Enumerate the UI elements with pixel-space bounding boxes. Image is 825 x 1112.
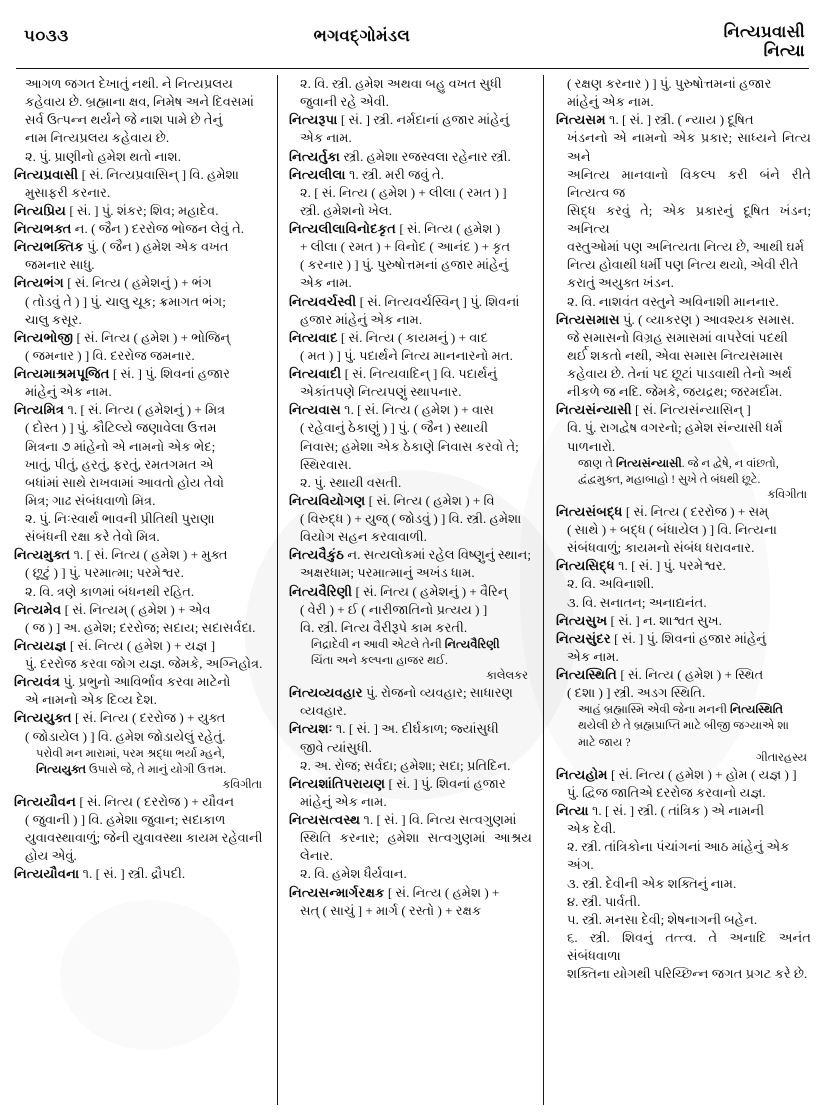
sense-line: ૩. સ્ત્રી. દેવીની એક શક્તિનું નામ. (567, 875, 737, 891)
dictionary-entry-headword (14, 601, 266, 619)
definition-line: મુસાફરી કરનાર. (25, 184, 111, 200)
headword: નિત્યશાંતિપરાયણ (289, 775, 386, 791)
dictionary-entry-headword (556, 666, 811, 684)
column-1 (14, 75, 277, 1105)
dictionary-entry-headword (14, 238, 266, 256)
definition-line: સંબંધની રક્ષા કરે તેવો મિત્ર. (25, 529, 160, 545)
definition-line: સંબંધવાળું; કાયમનો સંબંધ ધરાવનાર. (567, 540, 755, 556)
dictionary-entry-headword (556, 401, 811, 419)
definition-line: ( દોસ્ત ) ] પું. કૌટિલ્યે જણાવેલા ઉત્તમ (25, 420, 217, 436)
dictionary-entry-headword (556, 557, 811, 575)
headword: નિત્યશઃ (289, 721, 333, 737)
entry-definition: [ સં. નિત્ય ( હમેશ ) + યજ્ઞ ] (66, 637, 216, 653)
entry-definition: [ સં. નિત્ય ( દરરોજ ) + યૌવન (76, 793, 235, 809)
dictionary-entry-headword (14, 365, 266, 383)
definition-line: પું. દ્વિજ જાતિએ દરરોજ કરવાનો યજ્ઞ. (567, 784, 766, 800)
quotation-line: જાણ તે નિત્યસંન્યાસી. જે ન દ્વેષે, ન વાંછતો, (578, 456, 779, 470)
definition-line: ( દશા ) ] સ્ત્રી. અડગ સ્થિતિ. (567, 685, 706, 701)
entry-definition: [ સં. ] પું. શિવનાં હજાર (385, 775, 506, 791)
entry-definition: [ સં. નિત્ય ( દરરોજ ) + સમ્ (622, 503, 769, 519)
definition-line: જીવે ત્યાંસુધી. (300, 739, 372, 755)
sense-line: ૪. સ્ત્રી. પાર્વતી. (567, 893, 641, 909)
headword: નિત્યરૂપા (289, 112, 338, 128)
dictionary-entry-headword (556, 503, 811, 521)
dictionary-entry-headword (556, 311, 811, 329)
definition-line: ( જ ) ] અ. હમેશ; દરરોજ; સદાય; સદાસર્વદા. (25, 619, 256, 635)
dictionary-entry-headword (289, 775, 532, 793)
entry-definition: ૧. સ્ત્રી. મરી જવું તે. (345, 166, 444, 182)
entry-definition: [ સં. નિત્ય ( હમેશ ) + હોમ ( યજ્ઞ ) ] (607, 766, 797, 782)
quoted-headword: નિત્યસંન્યાસી (615, 456, 682, 470)
entry-definition: ૧. [ સં. ] પું. પરમેશ્વર. (614, 558, 726, 574)
dictionary-entry-headword (556, 111, 811, 129)
headword: નિત્યયૌવન (14, 793, 77, 809)
entry-definition: [ સં. ] પું. શંકર; શિવ; મહાદેવ. (66, 202, 219, 218)
entry-definition: પું. રોજનો વ્યવહાર; સાધારણ (362, 685, 513, 701)
headword: નિત્યભક્તિક (14, 239, 84, 255)
headword: નિત્યસમાસ (556, 311, 620, 327)
headword: નિત્યમાશ્રમપૂજિત (14, 366, 110, 381)
header-rule (16, 68, 809, 69)
headword: નિત્યવંત્ર (14, 674, 61, 690)
headword: નિત્યસુખ (556, 612, 608, 628)
quote-attribution: કવિગીતા (767, 489, 807, 502)
entry-definition: [ સં. નિત્ય ( હમેશ ) (396, 221, 501, 236)
definition-line: અક્ષરધામ; પરમાત્માનું અખંડ ધામ. (300, 565, 475, 581)
headword: નિત્યસન્માર્ગરક્ષક (289, 884, 385, 900)
sense-line: ૫. સ્ત્રી. મનસા દેવી; શેષનાગની બહેન. (567, 911, 758, 927)
sense-line: ૨. પું. સ્થાયી વસતી. (300, 474, 402, 490)
headword: નિત્યભોજી (14, 329, 74, 345)
entry-definition: [ સં. નિત્ય ( કાયમનું ) + વાદ (337, 329, 488, 345)
dictionary-entry-headword (289, 684, 532, 702)
entry-definition: ન. સત્યલોકમાં રહેલ વિષ્ણુનું સ્થાન; (344, 547, 532, 563)
definition-line: ( મત ) ] પું. પદાર્થને નિત્ય માનનારનો મત. (300, 347, 513, 363)
definition-line: ખાતું, પીતું, હરતું, ફરતું, રમતગમત એ (25, 456, 214, 472)
quoted-headword: નિત્યસ્થિતિ (729, 703, 784, 717)
definition-line: વિયોગ સહન કરવાવાળી. (300, 529, 427, 545)
definition-line: માંહેનું એક નામ. (25, 384, 112, 400)
headword: નિત્યસિદ્ધ (556, 558, 615, 574)
definition-line: જમનાર સાધુ. (25, 257, 95, 273)
running-head-entry: નિત્યપ્રવાસી (723, 22, 805, 41)
headword: નિત્યસમ (556, 112, 606, 128)
dictionary-entry-headword (14, 329, 266, 347)
dictionary-entry-headword (289, 329, 532, 347)
definition-line: હોય એવું. (25, 848, 77, 864)
sense-line: ૨. પું. પ્રાણીનો હમેશ થતો નાશ. (25, 148, 181, 164)
definition-line: ( કરનાર ) ] પું. પુરુષોત્તમનાં હજાર માંહેનું (300, 257, 509, 273)
dictionary-entry-headword (556, 766, 811, 784)
dictionary-entry-headword (14, 166, 266, 184)
entry-definition: ન. ( જૈન ) દરરોજ ભોજન લેવું તે. (71, 221, 245, 236)
headword: નિત્યવ્યવહાર (289, 685, 363, 701)
entry-definition: [ સં. નિત્યવર્ચસ્વિન્ ] પું. શિવનાં (356, 293, 520, 309)
headword: નિત્યયૌવના (14, 866, 80, 882)
definition-line: સ્થિતિ કરનાર; હમેશા સત્વગુણમાં આશ્રય લેનાર. (300, 830, 532, 864)
definition-line: ( જમનાર ) ] વિ. દરરોજ જમનાર. (25, 347, 195, 363)
definition-line: ( રક્ષણ કરનાર ) ] પું. પુરુષોત્તમનાં હજાર (567, 76, 772, 91)
definition-line: એક નામ. (300, 130, 352, 146)
definition-line: વિ. પું. રાગદ્વેષ વગરનો; હમેશ સંન્યાસી ધર્મ (567, 420, 783, 436)
entry-definition: [ સં. નિત્યપ્રવાસિન્ ] વિ. હમેશા (78, 166, 239, 182)
entry-definition: ૧. [ સં. ] સ્ત્રી. ( ન્યાય ) દૂષિત (605, 112, 754, 128)
entry-definition: [ સં. નિત્યમ્ ( હમેશ ) + એવ (61, 601, 211, 617)
definition-line: પાળનારો. (567, 438, 616, 454)
quote-attribution: કવિગીતા (222, 779, 262, 792)
dictionary-entry-headword (289, 148, 532, 166)
dictionary-entry-headword (289, 293, 532, 311)
quotation-line: પરોવી મન મારામાં, પરમ શ્રદ્ધા ભર્યા મ્હને, (36, 746, 225, 760)
quotation-line: થયેલી છે તે બ્રહ્મપ્રાપ્તિ માટે બીજી જગ્યાએ શા (578, 719, 790, 733)
dictionary-entry-headword (289, 811, 532, 829)
definition-line: બધાંમાં સાથે રાખવામાં આવતો હોય તેવો (25, 474, 224, 490)
entry-definition: [ સં. નિત્ય ( હમેશનું ) + વૈરિન્ (352, 583, 508, 599)
definition-line: ( છૂટું ) ] પું. પરમાત્મા; પરમેશ્વર. (25, 565, 184, 581)
sense-line: ૨. [ સં. નિત્ય ( હમેશ ) + લીલા ( રમત ) ] (300, 184, 507, 200)
definition-line: કરાતું અયુક્ત ખંડન. (567, 275, 674, 291)
sense-line: ૨. વિ. ત્રણે કાળમાં બંધનથી રહિત. (25, 583, 195, 599)
definition-line: વ્યવહાર. (300, 703, 347, 719)
page-header (14, 22, 811, 66)
definition-line: પું. દરરોજ કરવા જોગ યજ્ઞ. જેમકે, અગ્નિહોત્ર. (25, 656, 263, 671)
headword: નિત્યમિત્ર (14, 402, 65, 418)
dictionary-entry-headword (289, 111, 532, 129)
definition-line: જુવાની રહે એવી. (300, 94, 389, 110)
entry-definition: [ સં. નિત્ય ( હમેશનું ) + ભંગ (63, 275, 212, 291)
sense-line: ૨. સ્ત્રી. તાંત્રિકોના પંચાંગનાં આઠ માંહેનું એક (567, 839, 790, 855)
headword: નિત્યર્તુકા (289, 148, 341, 164)
definition-line: સ્થિરવાસ. (300, 456, 352, 472)
entry-definition: ૧. [ સં. નિત્ય ( હમેશનું ) + મિત્ર (64, 402, 226, 418)
definition-line: અનિત્ય માનવાનો વિકલ્પ કરી બંને રીતે નિત્યત્વ જ (567, 166, 811, 200)
definition-line: ( વેરી ) + ઈ ( નારીજાતિનો પ્રત્યય ) ] (300, 601, 488, 617)
dictionary-entry-headword (289, 720, 532, 738)
quotation-line: નિદ્રાદેવી ન આવી એટલે તેની નિત્યવૈરિણી (311, 637, 500, 651)
sense-line: ૨. વિ. અવિનાશી. (567, 576, 654, 592)
definition-line: મિત્રના ૭ માંહેનો એ નામનો એક ભેદ; (25, 438, 216, 454)
definition-line: શક્તિના યોગથી પરિચ્છિન્ન જગત પ્રગટ કરે છે. (567, 966, 808, 982)
quotation-line: ચિંતા અને કલ્પના હાજર થઈ. (311, 654, 448, 668)
definition-line: નિત્ય હોવાથી ધર્મી પણ નિત્ય થયો, એવી રીતે (567, 257, 799, 273)
definition-line: ( રહેવાનું ઠેકાણું ) ] પું. ( જૈન ) સ્થાયી (300, 420, 489, 436)
headword: નિત્યા (556, 803, 589, 818)
quotation-line: આહં બ્રહ્માસ્મિ એવી જેના મનની નિત્યસ્થિતિ (578, 703, 784, 717)
headword: નિત્યસંબદ્ધ (556, 503, 623, 519)
headword: નિત્યવિયોગણ (289, 492, 366, 508)
entry-definition: ૧. [ સં. ] વિ. નિત્ય સત્વગુણમાં (360, 812, 517, 828)
definition-line: અંગ. (567, 857, 594, 873)
entry-definition: ૧. [ સં. નિત્ય ( હમેશ ) + વાસ (340, 402, 494, 418)
dictionary-entry-headword (289, 365, 532, 383)
column-3 (543, 75, 811, 1105)
definition-line: એક નામ. (300, 275, 352, 291)
dictionary-entry-headword (289, 492, 532, 510)
definition-line: ( જુવાની ) ] વિ. હમેશા જુવાન; સદાકાળ (25, 812, 226, 828)
definition-line: ( વિરુદ્ધ ) + યુજ્ ( જોડવું ) ] વિ. સ્ત્રી. હમેશા (300, 511, 522, 526)
sense-line: ૨. વિ. હમેશ ધૈર્યવાન. (300, 866, 407, 882)
page-number: ૫૦૩૩ (24, 26, 69, 45)
definition-line: સિદ્ધ કરવું તે; એક પ્રકારનું દૂષિત ખંડન; અનિત્ય (567, 202, 811, 236)
sense-line: ૨. અ. રોજ; સર્વદા; હમેશા; સદા; પ્રતિદિન. (300, 757, 511, 773)
sense-line: ૬. સ્ત્રી. શિવનું તત્ત્વ. તે અનાદિ અનંત સંબંધવાળા (567, 929, 811, 963)
running-head (655, 22, 811, 61)
headword: નિત્યસુંદર (556, 630, 611, 646)
entry-definition: [ સં. ] પું. શિવનાં હજાર (109, 366, 231, 381)
entry-definition: પું. ( જૈન ) હમેશ એક વખત (83, 239, 229, 255)
definition-line: નામ નિત્યપ્રલય કહેવાય છે. (25, 130, 170, 146)
sense-line: ૨. વિ. સ્ત્રી. હમેશ અથવા બહુ વખત સુધી (300, 76, 502, 91)
definition-line: એક દેવી. (567, 821, 616, 837)
definition-line: હજાર માંહેનું એક નામ. (300, 311, 423, 327)
entry-definition: સ્ત્રી. હમેશા રજસ્વલા રહેનાર સ્ત્રી. (340, 148, 511, 164)
headword: નિત્યલીલાવિનોદકૃત (289, 221, 397, 236)
definition-line: ખંડનનો એ નામનો એક પ્રકાર; સાધ્યને નિત્ય અને (567, 130, 811, 164)
quoted-headword: નિત્યયુક્ત (36, 762, 87, 776)
dictionary-entry-headword (14, 637, 266, 655)
headword: નિત્યયજ્ઞ (14, 637, 67, 653)
definition-line: એ નામનો એક દિવ્ય દેશ. (25, 692, 157, 708)
headword: નિત્યવૈકુંઠ (289, 547, 345, 563)
text-columns (14, 75, 811, 1105)
book-title: ભગવદ્ગોમંડલ (313, 26, 411, 45)
headword: નિત્યવર્ચસ્વી (289, 293, 357, 309)
dictionary-entry-headword (556, 802, 811, 820)
entry-definition: પું. ( વ્યાકરણ ) આવશ્યક સમાસ. (619, 311, 795, 327)
definition-line: આગળ જગત દેખાતું નથી. ને નિત્યપ્રલય (25, 76, 233, 91)
dictionary-entry-headword (289, 884, 532, 902)
dictionary-entry-headword (289, 583, 532, 601)
running-head-entry-sub: નિત્યા (763, 41, 805, 61)
definition-line: સ્ત્રી. હમેશનો ખેલ. (300, 202, 393, 218)
quotation-line: દ્વંદ્વમુક્ત, મહાબાહો ! સુખે તે બંધથી છૂટે. (578, 472, 761, 486)
quotation-line: માટે જાય ? (578, 735, 631, 749)
definition-line: નીકળે જ નદિ. જેમકે, જયદ્રથ; જરમર્દામ. (567, 384, 783, 400)
dictionary-entry-headword (14, 546, 266, 564)
definition-line: ( તોડવું તે ) ] પું. ચાલુ ચૂક; ક્રમાગત ભંગ; (25, 293, 226, 309)
definition-line: યુવાવસ્થાવાળું; જેની યુવાવસ્થા કાયમ રહેવાની (25, 830, 263, 846)
definition-line: માંહેનું એક નામ. (300, 793, 387, 809)
dictionary-entry-headword (14, 274, 266, 292)
dictionary-entry-headword (14, 220, 266, 238)
entry-definition: [ સં. નિત્ય ( હમેશ ) + (384, 884, 500, 900)
dictionary-entry-headword (289, 401, 532, 419)
entry-definition: ૧. [ સં. ] અ. દીર્ઘકાળ; જ્યાંસુધી (332, 721, 499, 737)
headword: નિત્યવાદી (289, 366, 342, 381)
dictionary-entry-headword (14, 401, 266, 419)
headword: નિત્યલીલા (289, 166, 346, 182)
dictionary-entry-headword (14, 673, 266, 691)
dictionary-entry-headword (14, 709, 266, 727)
entry-definition: [ સં. ] સ્ત્રી. નર્મદાનાં હજાર માંહેનું (337, 112, 510, 128)
quotation-line: નિત્યયુક્ત ઉપાસે જે, તે માનું યોગી ઉત્તમ. (36, 762, 227, 776)
definition-line: એક નામ. (567, 648, 619, 664)
definition-line: કહેવાય છે. બ્રહ્માના ક્ષવ, નિમેષ અને દિવસમાં (25, 94, 254, 110)
dictionary-entry-headword (14, 793, 266, 811)
quoted-headword: નિત્યવૈરિણી (444, 637, 500, 651)
entry-definition: ૧. [ સં. નિત્ય ( હમેશ ) + મુક્ત (70, 547, 228, 563)
headword: નિત્યસત્વસ્થ (289, 812, 361, 828)
definition-line: એકાંતપણે નિત્યપણું સ્થાપનાર. (300, 384, 462, 400)
entry-definition: [ સં. નિત્ય ( હમેશ ) + વિ (365, 492, 495, 508)
definition-line: થર્ઈ શકતો નથી, એવા સમાસ નિત્યસમાસ (567, 347, 784, 363)
headword: નિત્યવાદ (289, 329, 338, 345)
entry-definition: ૧. [ સં. ] સ્ત્રી. ( તાંત્રિક ) એ નામની (588, 803, 765, 818)
dictionary-entry-headword (289, 166, 532, 184)
entry-definition: [ સં. નિત્યસંન્યાસિન્ ] (631, 402, 751, 418)
entry-definition: [ સં. ] પું. શિવનાં હજાર માંહેનું (610, 630, 767, 646)
definition-line: ( સાથે ) + બદ્ધ ( બંધાયેલ ) ] વિ. નિત્યના (567, 522, 777, 538)
headword: નિત્યભક્ત (14, 221, 72, 236)
dictionary-entry-headword (556, 630, 811, 648)
headword: નિત્યમુક્ત (14, 547, 71, 563)
headword: નિત્યપ્રિય (14, 202, 67, 218)
definition-line: કહેવાય છે. તેનાં પદ છૂટાં પાડવાથી તેનો અર્થ (567, 366, 792, 381)
entry-definition: [ સં. નિત્યવાદિન્ ] વિ. પદાર્થનું (341, 366, 498, 381)
headword: નિત્યસંન્યાસી (556, 402, 632, 418)
headword: નિત્યસ્થિતિ (556, 667, 618, 683)
headword: નિત્યપ્રવાસી (14, 166, 79, 182)
entry-definition: [ સં. નિત્ય ( હમેશ ) + સ્થિત (617, 667, 764, 683)
definition-line: જે સમાસનો વિગ્રહ સમાસમાં વાપરેલાં પદથી (567, 329, 788, 345)
definition-line: સર્વ ઉત્પન્ન થર્યને જે નાશ પામે છે તેનું (25, 112, 223, 128)
definition-line: સત્ ( સાચું ] + માર્ગ ( રસ્તો ) + રક્ષક (300, 902, 482, 918)
definition-line: વિ. સ્ત્રી. નિત્ય વૈરીરૂપે કામ કરતી. (300, 619, 468, 635)
quote-attribution: કાલેલકર (486, 670, 528, 683)
headword: નિત્યભંગ (14, 275, 64, 291)
entry-definition: [ સં. નિત્ય ( હમેશ ) + ભોજિન્ (73, 329, 231, 345)
definition-line: + લીલા ( રમત ) + વિનોદ ( આનંદ ) + કૃત (300, 239, 511, 255)
sense-line: ૨. પું. નિઃસ્વાર્થ ભાવની પ્રીતિથી પુરાણા (25, 511, 215, 526)
dictionary-entry-headword (14, 865, 266, 883)
headword: નિત્યમેવ (14, 601, 62, 617)
dictionary-entry-headword (289, 220, 532, 238)
headword: નિત્યહોમ (556, 766, 608, 782)
entry-definition: [ સં. નિત્ય ( દરરોજ ) + યુક્ત (71, 710, 226, 726)
definition-line: મિત્ર; ગાઢ સંબંધવાળો મિત્ર. (25, 492, 156, 508)
entry-definition: પું. પ્રભુનો આવિર્ભાવ કરવા માટેનો (60, 674, 231, 690)
dictionary-entry-headword (556, 612, 811, 630)
headword: નિત્યવૈરિણી (289, 583, 353, 599)
column-2 (277, 75, 543, 1105)
headword: નિત્યયુક્ત (14, 710, 72, 726)
headword: નિત્યવાસ (289, 402, 341, 418)
definition-line: ચાલુ કસૂર. (25, 311, 82, 327)
definition-line: ( જોડાયેલ ) ] વિ. હમેશ જોડાયેલું રહેતું. (25, 728, 226, 744)
sense-line: ૩. વિ. સનાતન; અનાદ્યનંત. (567, 594, 707, 610)
sense-line: ૨. વિ. નાશવંત વસ્તુને અવિનાશી માનનાર. (567, 293, 779, 309)
dictionary-entry-headword (289, 546, 532, 564)
definition-line: નિવાસ; હમેશા એક ઠેકાણે નિવાસ કરવો તે; (300, 438, 519, 454)
entry-definition: [ સં. ] ન. શાશ્વત સુખ. (607, 612, 722, 628)
definition-line: વસ્તુઓમાં પણ અનિત્યતા નિત્ય છે, આથી ઘર્મ (567, 239, 805, 255)
dictionary-entry-headword (14, 202, 266, 220)
quote-attribution: ગીતારહસ્ય (756, 751, 807, 764)
entry-definition: ૧. [ સં. ] સ્ત્રી. દ્રૌપદી. (79, 866, 186, 882)
definition-line: માંહેનું એક નામ. (567, 94, 654, 110)
